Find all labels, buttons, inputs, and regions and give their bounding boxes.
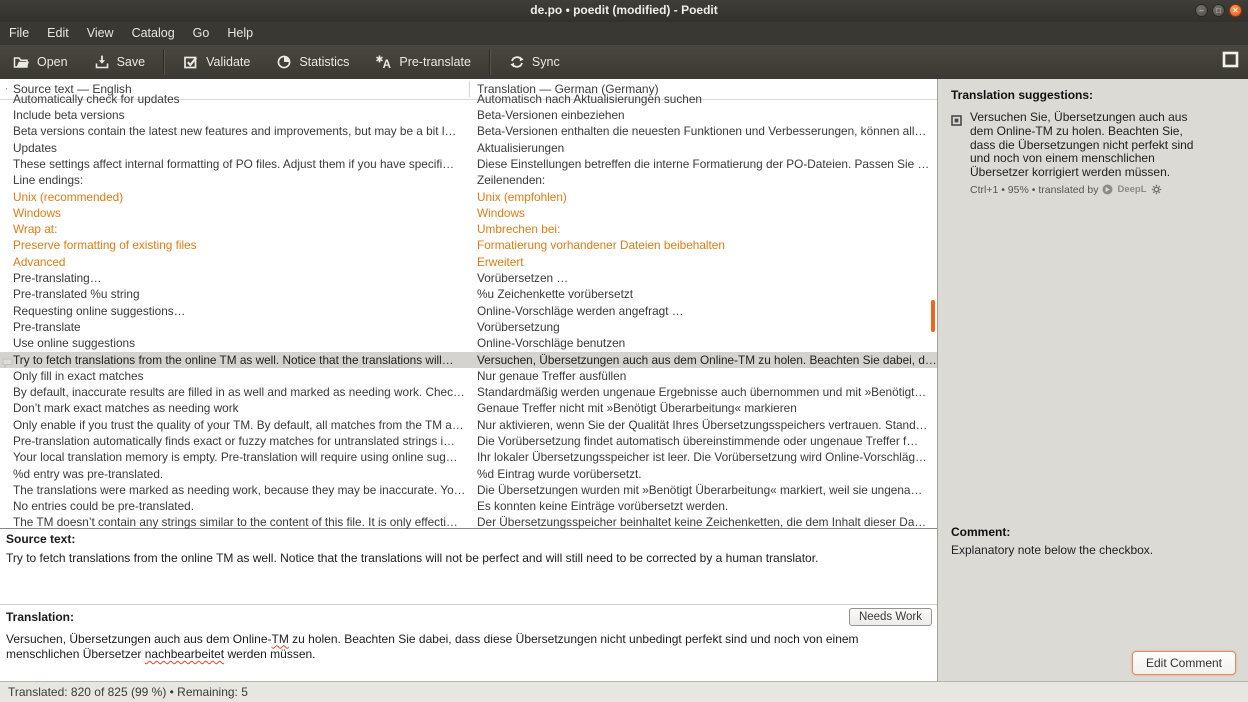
source-cell: The TM doesn’t contain any strings similar to the content of this file. It is only effecti… — [13, 515, 458, 530]
source-cell: No entries could be pre-translated. — [13, 499, 194, 514]
pre-translate-button[interactable] — [362, 45, 484, 79]
table-row[interactable] — [0, 189, 937, 205]
needs-work-button[interactable]: Needs Work — [849, 608, 932, 626]
translation-cell: Nur aktivieren, wenn Sie der Qualität Ihres Übersetzungsspeichers vertrauen. Stand… — [477, 417, 928, 432]
table-row[interactable] — [0, 498, 937, 514]
toolbar-separator — [489, 49, 491, 75]
translation-cell: %d Eintrag wurde vorübersetzt. — [477, 466, 642, 481]
comment-text: Explanatory note below the checkbox. — [951, 543, 1154, 557]
maximize-button[interactable]: □ — [1212, 4, 1225, 17]
translation-grid — [0, 91, 937, 530]
translation-cell: Vorübersetzen … — [477, 271, 569, 286]
misspelled-word: nachbearbeitet — [144, 647, 225, 662]
source-text-label: Source text: — [0, 528, 937, 548]
open-button[interactable] — [0, 45, 81, 79]
table-row[interactable] — [0, 123, 937, 139]
status-bar: Translated: 820 of 825 (99 %) • Remaining: 5 — [0, 681, 1248, 702]
table-row[interactable] — [0, 107, 937, 123]
table-row[interactable] — [0, 482, 937, 498]
close-button[interactable]: ✕ — [1229, 4, 1242, 17]
source-cell: Wrap at: — [13, 222, 58, 237]
provider-name: DeepL — [1117, 184, 1147, 196]
table-row[interactable] — [0, 205, 937, 221]
validate-icon — [183, 54, 199, 70]
editor-area — [0, 79, 937, 681]
translation-cell: Erweitert — [477, 254, 524, 269]
table-row[interactable] — [0, 172, 937, 188]
deepl-logo-icon — [1102, 184, 1113, 195]
translation-cell: Umbrechen bei: — [477, 222, 561, 237]
column-header-source[interactable]: Source text — English — [13, 81, 132, 96]
menu-item-go[interactable]: Go — [192, 26, 210, 40]
toolbar-button-label: Validate — [206, 55, 251, 69]
menu-item-view[interactable]: View — [86, 26, 114, 40]
source-cell: Beta versions contain the latest new features and improvements, but may be a bit l… — [13, 124, 457, 139]
source-cell: These settings affect internal formatting of PO files. Adjust them if you have specifi… — [13, 156, 455, 171]
menu-bar — [0, 22, 1248, 45]
table-row[interactable] — [0, 466, 937, 482]
sync-icon — [509, 54, 525, 70]
translation-text-part: zu holen. Beachten Sie dabei, dass diese Übersetzungen nicht unbedingt perfekt sind und noch von einem menschlichen Übersetzer — [6, 631, 859, 662]
translation-cell: Beta-Versionen enthalten die neuesten Funktionen und Verbesserungen, können all… — [477, 124, 927, 139]
table-row[interactable] — [0, 303, 937, 319]
toolbar — [0, 45, 1248, 80]
table-row[interactable] — [0, 237, 937, 253]
translation-text-part: Versuchen, Übersetzungen auch aus dem Online- — [6, 631, 272, 646]
translation-cell: Es konnten keine Einträge vorübersetzt werden. — [477, 499, 729, 514]
source-cell: Unix (recommended) — [13, 189, 124, 204]
open-icon — [13, 54, 30, 70]
table-row[interactable] — [0, 417, 937, 433]
source-cell: Updates — [13, 140, 57, 155]
toolbar-separator — [163, 49, 165, 75]
translation-cell: Nur genaue Treffer ausfüllen — [477, 368, 627, 383]
source-cell: Pre-translating… — [13, 271, 102, 286]
table-row[interactable] — [0, 91, 937, 107]
source-cell: Line endings: — [13, 173, 84, 188]
translation-cell: Windows — [477, 205, 525, 220]
table-row[interactable] — [0, 352, 937, 368]
suggestion-item[interactable] — [951, 111, 1213, 196]
source-cell: Only enable if you trust the quality of your TM. By default, all matches from the TM a… — [13, 417, 464, 432]
translation-caption-bar — [0, 604, 937, 629]
save-button[interactable] — [81, 45, 159, 79]
translation-cell: Ihr lokaler Übersetzungsspeicher ist leer. Die Vorübersetzung wird Online-Vorschläg… — [477, 450, 927, 465]
sidebar-toggle-icon — [1222, 51, 1239, 73]
validate-button[interactable] — [170, 45, 263, 79]
suggestion-shortcut-score: Ctrl+1 • 95% • translated by — [970, 183, 1099, 196]
source-cell: Only fill in exact matches — [13, 368, 144, 383]
translation-cell: Online-Vorschläge benutzen — [477, 336, 626, 351]
translation-cell: Formatierung vorhandener Dateien beibehalten — [477, 238, 725, 253]
translation-cell: Automatisch nach Aktualisierungen suchen — [477, 91, 702, 106]
translation-cell: Online-Vorschläge werden angefragt … — [477, 303, 684, 318]
suggestions-title: Translation suggestions: — [951, 88, 1094, 102]
translation-text-part: werden müssen. — [224, 647, 316, 662]
svg-text:A: A — [382, 59, 392, 71]
source-cell: Pre-translate — [13, 319, 81, 334]
source-cell: Automatically check for updates — [13, 91, 180, 106]
table-row[interactable] — [0, 384, 937, 400]
menu-item-catalog[interactable]: Catalog — [131, 26, 175, 40]
table-row[interactable] — [0, 221, 937, 237]
table-row[interactable] — [0, 514, 937, 530]
translation-cell: Diese Einstellungen betreffen die interne Formatierung der PO-Dateien. Passen Sie … — [477, 156, 930, 171]
table-row[interactable] — [0, 286, 937, 302]
main-content — [0, 79, 1248, 681]
toolbar-button-label: Save — [116, 55, 146, 69]
translation-cell: Die Vorübersetzung findet automatisch übereinstimmende oder ungenaue Treffer f… — [477, 433, 919, 448]
source-cell: Preserve formatting of existing files — [13, 238, 197, 253]
source-cell: Don’t mark exact matches as needing work — [13, 401, 239, 416]
comment-title: Comment: — [951, 525, 1011, 539]
translation-cell: Aktualisierungen — [477, 140, 565, 155]
translation-cell: Der Übersetzungsspeicher beinhaltet keine Zeichenketten, die dem Inhalt dieser Da… — [477, 515, 927, 530]
translation-cell: Versuchen, Übersetzungen auch aus dem Online-TM zu holen. Beachten Sie dabei, d… — [477, 352, 937, 367]
save-icon — [94, 54, 110, 70]
sidebar-toggle-button[interactable] — [1222, 51, 1239, 73]
table-row[interactable] — [0, 140, 937, 156]
translation-cell: Vorübersetzung — [477, 319, 560, 334]
table-row[interactable] — [0, 433, 937, 449]
toolbar-button-label: Sync — [531, 55, 560, 69]
suggestion-meta — [970, 184, 1208, 196]
table-row[interactable] — [0, 400, 937, 416]
suggestion-text: Versuchen Sie, Übersetzungen auch aus dem Online-TM zu holen. Beachten Sie, dass die Übersetzungen nicht perfekt sind und noch von einem menschlichen Übersetzer korrigiert werden müssen. — [970, 110, 1194, 180]
source-text-view: Try to fetch translations from the online TM as well. Notice that the translations will not be perfect and will still need to be corrected by a human translator. — [0, 548, 937, 604]
translation-cell: Die Übersetzungen wurden mit »Benötigt Überarbeitung« markiert, weil sie ungena… — [477, 482, 923, 497]
source-cell: Pre-translation automatically finds exact or fuzzy matches for untranslated strings i… — [13, 433, 455, 448]
translation-cell: Genaue Treffer nicht mit »Benötigt Überarbeitung« markieren — [477, 401, 797, 416]
source-cell: Include beta versions — [13, 108, 125, 123]
translation-cell: Beta-Versionen einbeziehen — [477, 108, 625, 123]
sync-button[interactable] — [496, 45, 573, 79]
source-cell: Windows — [13, 205, 61, 220]
translation-cell: %u Zeichenkette vorübersetzt — [477, 287, 634, 302]
sidebar — [937, 79, 1248, 681]
table-row[interactable] — [0, 335, 937, 351]
menu-item-help[interactable]: Help — [227, 26, 254, 40]
column-header-translation[interactable]: Translation — German (Germany) — [477, 81, 659, 96]
toolbar-button-label: Statistics — [299, 55, 350, 69]
toolbar-button-label: Open — [37, 55, 68, 69]
translation-editor[interactable] — [0, 629, 937, 681]
translation-cell: Standardmäßig werden ungenaue Ergebnisse auch übernommen und mit »Benötigt… — [477, 385, 927, 400]
edit-comment-button[interactable]: Edit Comment — [1132, 651, 1236, 675]
menu-item-file[interactable]: File — [9, 26, 30, 40]
table-row[interactable] — [0, 156, 937, 172]
source-cell: The translations were marked as needing work, because they may be inaccurate. Yo… — [13, 482, 466, 497]
statistics-icon — [276, 54, 292, 70]
misspelled-word: TM — [271, 631, 289, 646]
translation-cell: Zeilenenden: — [477, 173, 546, 188]
window-controls — [1195, 4, 1242, 17]
minimize-button[interactable]: ‒ — [1195, 4, 1208, 17]
menu-item-edit[interactable]: Edit — [47, 26, 69, 40]
table-row[interactable] — [0, 319, 937, 335]
pre-translate-icon — [375, 54, 392, 70]
translation-cell: Unix (empfohlen) — [477, 189, 567, 204]
toolbar-button-label: Pre-translate — [399, 55, 471, 69]
source-cell: Requesting online suggestions… — [13, 303, 186, 318]
settings-gear-icon[interactable] — [1151, 184, 1162, 195]
source-cell: Your local translation memory is empty. Pre-translation will require using online sug… — [13, 450, 458, 465]
grid-scrollbar-thumb[interactable] — [931, 300, 935, 332]
source-cell: %d entry was pre-translated. — [13, 466, 164, 481]
table-row[interactable] — [0, 254, 937, 270]
statistics-button[interactable] — [263, 45, 362, 79]
source-cell: By default, inaccurate results are filled in as well and marked as needing work. Chec… — [13, 385, 465, 400]
sort-indicator: · — [4, 82, 9, 95]
source-cell: Try to fetch translations from the online TM as well. Notice that the translations will… — [13, 352, 454, 367]
table-row[interactable] — [0, 270, 937, 286]
source-cell: Advanced — [13, 254, 66, 269]
table-row[interactable] — [0, 449, 937, 465]
source-cell: Use online suggestions — [13, 336, 135, 351]
title-bar — [0, 0, 1248, 23]
window-title: de.po • poedit (modified) - Poedit — [530, 3, 718, 17]
translation-label: Translation: — [6, 609, 75, 624]
source-cell: Pre-translated %u string — [13, 287, 140, 302]
suggestion-source-icon — [951, 113, 962, 196]
table-row[interactable] — [0, 368, 937, 384]
